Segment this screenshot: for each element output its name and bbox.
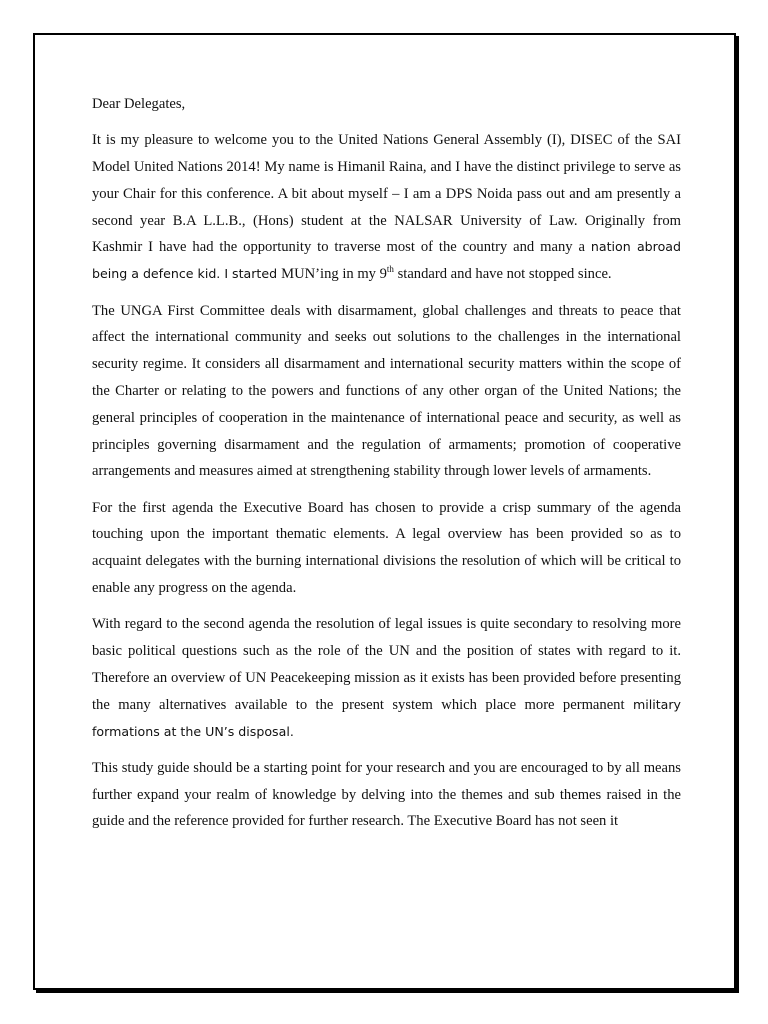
paragraph-second-agenda — [92, 611, 681, 745]
intro-text-end: standard and have not stopped since. — [393, 266, 612, 283]
document-page — [33, 33, 736, 990]
intro-text: It is my pleasure to welcome you to the United Nations General Assembly (I), DISEC of the SAI Model United Nations 2014! My name is Himanil Raina, and I have the distinct privilege to serve as your Chair for this conference. A bit about myself – I am a DPS Noida pass out and am presently a second year B.A L.L.B., (Hons) student at the NALSAR University of Law. Originally from Kashmir I have had the opportunity to traverse most of the country and many a — [92, 132, 681, 256]
second-agenda-alt-font-text: military formations at the UN’s disposal. — [92, 696, 681, 739]
ordinal-superscript: th — [386, 264, 394, 275]
intro-text-continued: MUN’ing in my 9 — [281, 266, 387, 283]
letter-body — [92, 91, 681, 845]
intro-alt-font-text: nation abroad being a defence kid. I started — [92, 239, 681, 282]
paragraph-committee-overview: The UNGA First Committee deals with disarmament, global challenges and threats to peace that affect the international community and seeks out solutions to the challenges in the international security regime. It considers all disarmament and international security matters within the scope of the Charter or relating to the powers and functions of any other organ of the United Nations; the general principles of cooperation in the maintenance of international peace and security, as well as principles governing disarmament and the regulation of armaments; promotion of cooperative arrangements and measures aimed at strengthening stability through lower levels of armaments. — [92, 302, 681, 480]
paragraph-study-guide: This study guide should be a starting point for your research and you are encouraged to by all means further expand your realm of knowledge by delving into the themes and sub themes raised in the guide and the reference provided for further research. The Executive Board has not seen it — [92, 759, 681, 830]
greeting: Dear Delegates, — [92, 96, 186, 112]
second-agenda-text: With regard to the second agenda the resolution of legal issues is quite secondary to resolving more basic political questions such as the role of the UN and the position of states with regard to it. Therefore an overview of UN Peacekeeping mission as it exists has been provided before presenting the many alternatives available to the present system which place more permanent — [92, 616, 681, 713]
paragraph-first-agenda: For the first agenda the Executive Board has chosen to provide a crisp summary of the agenda touching upon the important thematic elements. A legal overview has been provided so as to acquaint delegates with the burning international divisions the resolution of which will be critical to enable any progress on the agenda. — [92, 499, 681, 597]
paragraph-introduction — [92, 127, 681, 288]
